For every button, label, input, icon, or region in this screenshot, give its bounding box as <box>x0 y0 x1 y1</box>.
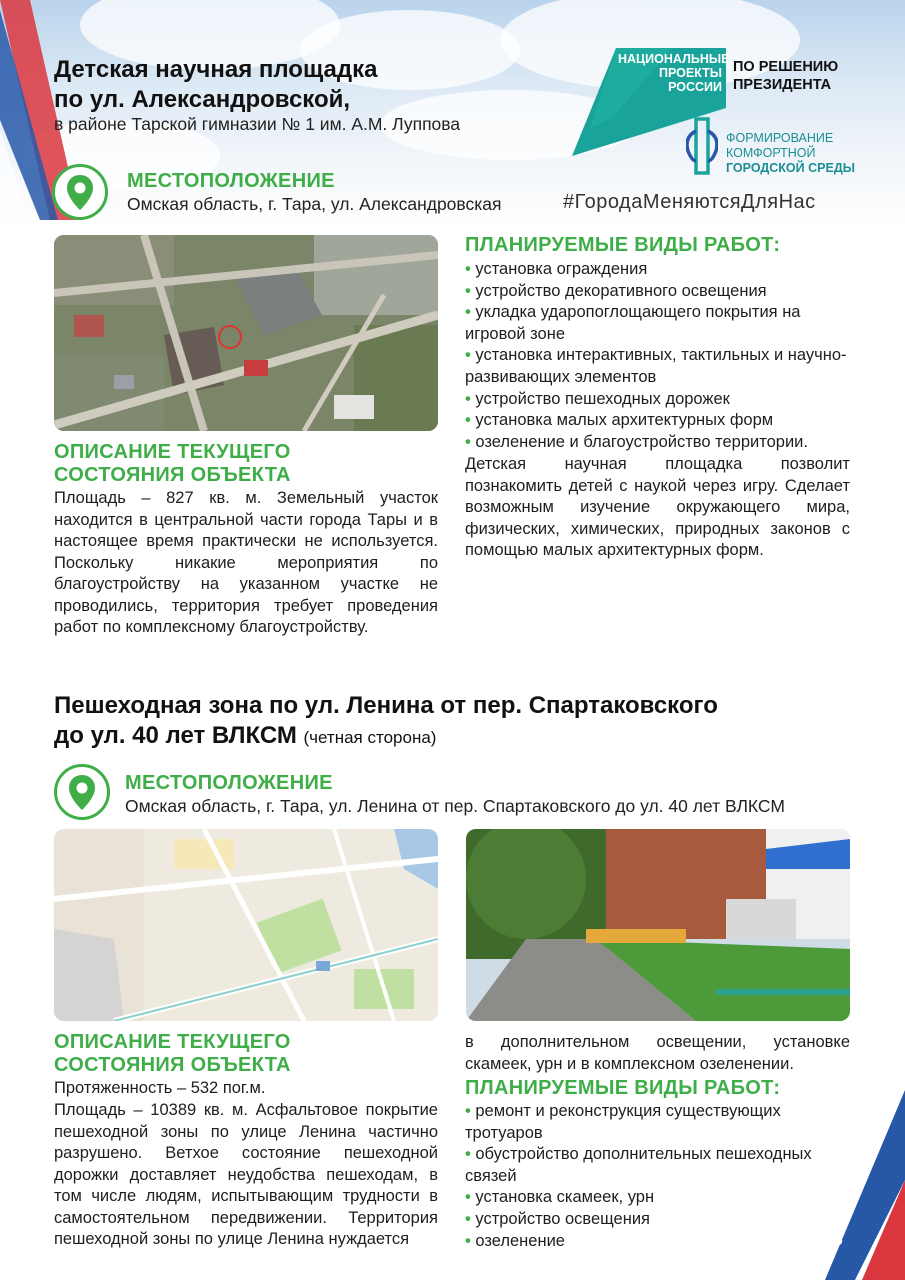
work-item-text: устройство декоративного освещения <box>475 281 767 300</box>
work-item-text: установка малых архитектурных форм <box>475 411 774 430</box>
work-item-text: обустройство дополнительных пешеходных связей <box>465 1145 812 1185</box>
section1-location-heading: МЕСТОПОЛОЖЕНИЕ <box>127 170 335 192</box>
section1-works-summary: Детская научная площадка позволит познакомить детей с наукой через игру. Сделает возможным изучение окружающего мира, физических, химических, природных законов с помощью малых архитектурных форм. <box>465 455 850 560</box>
street-map-image <box>54 829 438 1021</box>
section2-description-heading-1: ОПИСАНИЕ ТЕКУЩЕГО <box>54 1031 291 1053</box>
work-item-text: укладка ударопоглощающего покрытия на игровой зоне <box>465 303 801 343</box>
page-number: 25 <box>824 1230 843 1249</box>
national-projects-title: НАЦИОНАЛЬНЫЕ ПРОЕКТЫ РОССИИ <box>618 52 730 94</box>
work-item: • установка интерактивных, тактильных и научно-развивающих элементов <box>465 346 847 386</box>
work-item-text: установка интерактивных, тактильных и научно-развивающих элементов <box>465 346 847 386</box>
comfort-city-bold: ГОРОДСКОЙ СРЕДЫ <box>726 161 855 175</box>
work-item-text: озеленение <box>475 1231 565 1250</box>
work-item: • укладка ударопоглощающего покрытия на игровой зоне <box>465 303 801 343</box>
work-item: • устройство декоративного освещения <box>465 281 767 300</box>
work-item: • обустройство дополнительных пешеходных связей <box>465 1145 812 1185</box>
section2-description-heading-2: СОСТОЯНИЯ ОБЪЕКТА <box>54 1054 291 1076</box>
work-item: • озеленение <box>465 1231 565 1250</box>
comfort-city-title <box>726 131 856 176</box>
work-item: • озеленение и благоустройство территории. <box>465 432 808 451</box>
section1-description: Площадь – 827 кв. м. Земельный участок находится в центральной части города Тары и в настоящее время практически не используется. Поскольку никакие мероприятия по благоустройству на указанном участке не проводились, территория требует проведения работ по комплексному благоустройству. <box>54 489 438 636</box>
work-item: • установка малых архитектурных форм <box>465 411 774 430</box>
work-item: • установка ограждения <box>465 260 648 278</box>
section1-title <box>54 55 554 115</box>
section2-title-line1: Пешеходная зона по ул. Ленина от пер. Спартаковского <box>54 692 718 719</box>
section1-description-heading <box>54 441 291 487</box>
location-pin-icon <box>52 164 108 220</box>
section2-description: Площадь – 10389 кв. м. Асфальтовое покрытие пешеходной зоны по улице Ленина частично разрушено. Ветхое состояние пешеходной дорожки доставляет неудобства пешеходам, в том числе людям, испытывающим трудности в самостоятельном передвижении. Территория пешеходной зоны по улице Ленина нуждается <box>54 1101 438 1248</box>
section1-works-heading: ПЛАНИРУЕМЫЕ ВИДЫ РАБОТ: <box>465 234 781 256</box>
work-item-text: устройство освещения <box>475 1209 650 1228</box>
satellite-map-image <box>54 235 438 431</box>
work-item-text: установка скамеек, урн <box>475 1188 655 1207</box>
section2-title-note: (четная сторона) <box>303 728 437 747</box>
comfort-city-icon <box>686 117 718 175</box>
location-pin-icon <box>54 764 110 820</box>
street-photo-image <box>466 829 850 1021</box>
section1-location-text: Омская область, г. Тара, ул. Александровская <box>127 194 502 214</box>
work-item-text: ремонт и реконструкция существующих тротуаров <box>465 1102 781 1142</box>
work-item-text: озеленение и благоустройство территории. <box>475 432 808 451</box>
section2-description-cont: в дополнительном освещении, установке скамеек, урн и в комплексном озеленении. <box>465 1033 850 1073</box>
comfort-city-line: ФОРМИРОВАНИЕ КОМФОРТНОЙ <box>726 131 834 160</box>
work-item: • ремонт и реконструкция существующих тротуаров <box>465 1102 781 1142</box>
section2-description-heading <box>54 1031 291 1077</box>
section2-location-heading: МЕСТОПОЛОЖЕНИЕ <box>125 772 333 794</box>
work-item: • установка скамеек, урн <box>465 1188 655 1207</box>
section1-description-heading-2: СОСТОЯНИЯ ОБЪЕКТА <box>54 464 291 486</box>
section2-works-heading: ПЛАНИРУЕМЫЕ ВИДЫ РАБОТ: <box>465 1077 781 1099</box>
president-label: ПО РЕШЕНИЮ ПРЕЗИДЕНТА <box>733 59 839 93</box>
section1-title-line1: Детская научная площадка <box>54 56 378 83</box>
section1-works-list <box>465 259 850 562</box>
work-item-text: устройство пешеходных дорожек <box>475 389 730 408</box>
work-item-text: установка ограждения <box>475 260 648 278</box>
work-item: • устройство освещения <box>465 1209 650 1228</box>
section2-title-line2-wrap <box>54 721 854 753</box>
section2-works-list <box>465 1101 850 1252</box>
section2-title <box>54 691 854 753</box>
section2-location-text: Омская область, г. Тара, ул. Ленина от пер. Спартаковского до ул. 40 лет ВЛКСМ <box>125 796 785 816</box>
section1-description-heading-1: ОПИСАНИЕ ТЕКУЩЕГО <box>54 441 291 463</box>
section1-subtitle: в районе Тарской гимназии № 1 им. А.М. Луппова <box>54 114 461 134</box>
section2-title-line2: до ул. 40 лет ВЛКСМ <box>54 722 297 749</box>
section1-title-line2: по ул. Александровской, <box>54 86 351 113</box>
section2-length: Протяженность – 532 пог.м. <box>54 1079 266 1097</box>
work-item: • устройство пешеходных дорожек <box>465 389 730 408</box>
hashtag: #ГородаМеняютсяДляНас <box>563 191 816 213</box>
